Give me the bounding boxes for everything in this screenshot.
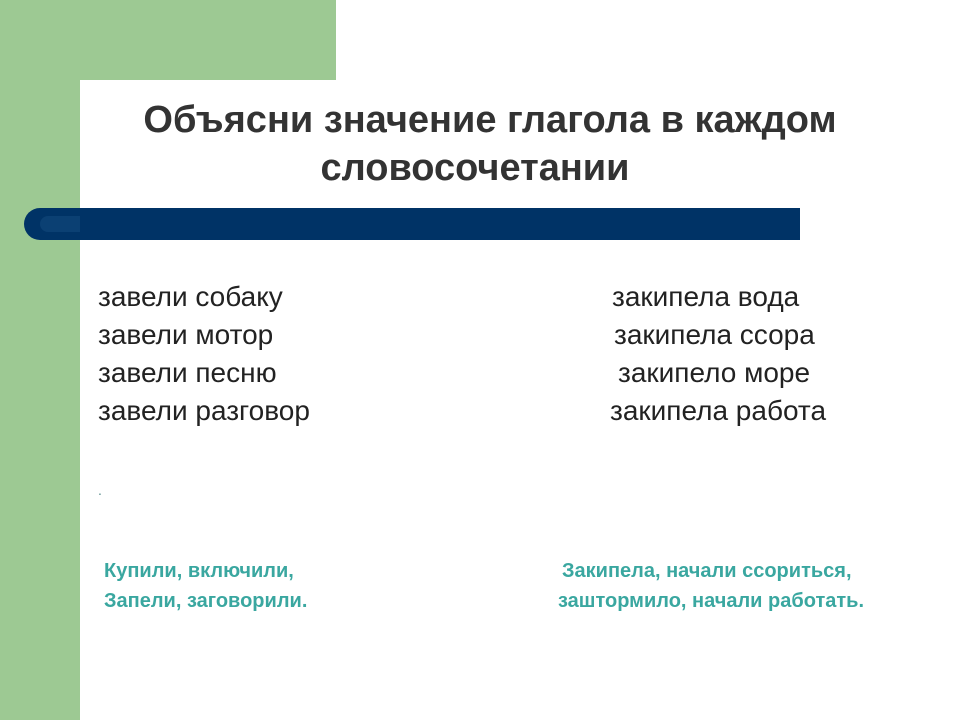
answer-line: Купили, включили, (104, 560, 294, 582)
slide-title (90, 96, 890, 192)
slide-title-line-1: Объясни значение глагола в каждом (143, 99, 837, 141)
answer-list-right (558, 556, 864, 616)
phrase-item: завели мотор (98, 319, 274, 350)
decor-green-block-left (0, 0, 80, 720)
slide-title-line-2: словосочетании (320, 147, 630, 189)
answer-line: Запели, заговорили. (104, 590, 308, 612)
decor-title-bar (24, 208, 800, 240)
phrase-list-right (612, 278, 826, 430)
phrase-list-left (98, 278, 310, 430)
bullet-marker: . (98, 482, 102, 498)
phrase-item: закипело море (618, 357, 811, 388)
phrase-item: закипела вода (612, 281, 800, 312)
phrase-item: закипела работа (610, 395, 827, 426)
phrase-item: закипела ссора (614, 319, 815, 350)
answer-list-left (104, 556, 307, 616)
phrase-item: завели собаку (98, 281, 283, 312)
decor-bar-highlight (40, 216, 80, 232)
answer-line: заштормило, начали работать. (558, 590, 865, 612)
phrase-item: завели разговор (98, 395, 310, 426)
answer-line: Закипела, начали ссориться, (562, 560, 852, 582)
phrase-item: завели песню (98, 357, 277, 388)
